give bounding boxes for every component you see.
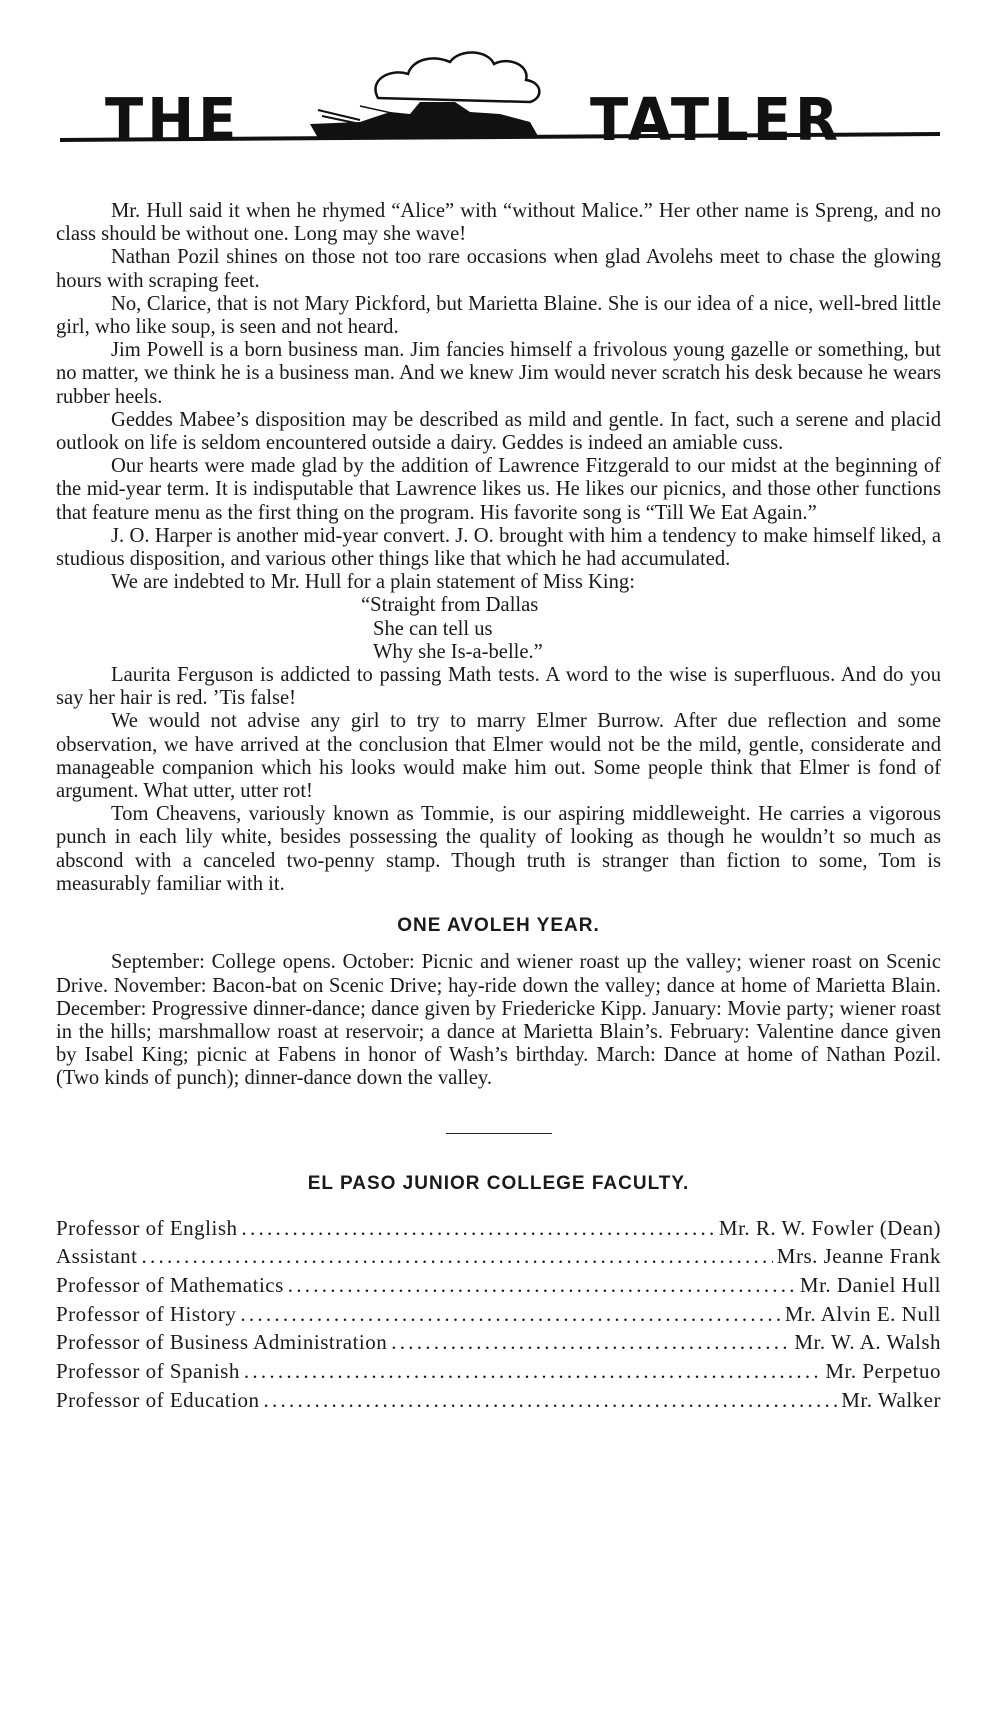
paragraph: We would not advise any girl to try to marry Elmer Burrow. After due reflection and some observation, we have arrived at the conclusion that Elmer would not be the mild, gentle, considerate and manageable companion which his looks would make him out. Some people think that Elmer is fond of argument. What utter, utter rot! (56, 710, 941, 803)
verse-line: Why she Is-a-belle.” (373, 640, 543, 663)
verse-line: “Straight from Dallas (361, 594, 539, 617)
faculty-role: Professor of Spanish (56, 1359, 240, 1384)
masthead-word-tatler: TATLER (590, 86, 843, 155)
section-title-faculty: EL PASO JUNIOR COLLEGE FACULTY. (307, 1172, 690, 1194)
leader-dots (142, 1245, 773, 1268)
faculty-row (56, 1303, 941, 1332)
paragraph: No, Clarice, that is not Mary Pickford, but Marietta Blaine. She is our idea of a nice, well-bred little girl, who like soup, is seen and not heard. (56, 292, 941, 339)
page-content (56, 200, 941, 1418)
section-title-avoleh-year: ONE AVOLEH YEAR. (397, 915, 600, 937)
faculty-name: Mrs. Jeanne Frank (776, 1244, 941, 1269)
faculty-role: Professor of English (56, 1215, 238, 1240)
paragraph: Tom Cheavens, variously known as Tommie, is our aspiring middleweight. He carries a vigorous punch in each lily white, besides possessing the quality of looking as though he wouldn’t so much as abscond with a canceled two-penny stamp. Though truth is stranger than fiction to some, Tom is measurably familiar with it. (56, 803, 941, 895)
leader-dots (240, 1303, 781, 1326)
faculty-name: Mr. Daniel Hull (799, 1273, 941, 1298)
faculty-row (56, 1389, 941, 1418)
faculty-name: Mr. Perpetuo (825, 1359, 941, 1384)
faculty-row (56, 1274, 941, 1303)
faculty-role: Professor of History (56, 1301, 237, 1326)
faculty-row (56, 1245, 941, 1274)
leader-dots (391, 1331, 790, 1354)
paragraph: Geddes Mabee’s disposition may be described as mild and gentle. In fact, such a serene and placid outlook on life is seldom encountered outside a dairy. Geddes is indeed an amiable cuss. (56, 408, 941, 455)
masthead-word-the: THE (105, 86, 241, 155)
leader-dots (263, 1389, 837, 1412)
paragraph: J. O. Harper is another mid-year convert. J. O. brought with him a tendency to make himself liked, a studious disposition, and various other things like that which he had accumulated. (56, 524, 941, 571)
faculty-list (56, 1217, 941, 1418)
divider (446, 1133, 552, 1134)
faculty-name: Mr. Alvin E. Null (784, 1301, 941, 1326)
faculty-role: Assistant (56, 1244, 138, 1269)
paragraph: Nathan Pozil shines on those not too rare occasions when glad Avolehs meet to chase the glowing hours with scraping feet. (56, 246, 941, 292)
leader-dots (242, 1217, 715, 1240)
faculty-row (56, 1360, 941, 1389)
paragraph: Our hearts were made glad by the addition of Lawrence Fitzgerald to our midst at the beginning of the mid-year term. It is indisputable that Lawrence likes us. He likes our picnics, and those other functions that feature menu as the first thing on the program. His favorite song is “Till We Eat Again.” (56, 455, 941, 524)
paragraph: Jim Powell is a born business man. Jim fancies himself a frivolous young gazelle or something, but no matter, we think he is a business man. And we knew Jim would never scratch his desk because he wears rubber heels. (56, 339, 941, 408)
year-calendar-paragraph: September: College opens. October: Picnic and wiener roast up the valley; wiener roast on Scenic Drive. November: Bacon-bat on Scenic Drive; hay-ride down the valley; dance at home of Marietta Blain. December: Progressive dinner-dance; dance given by Friedericke Kipp. January: Movie party; wiener roast in the hills; marshmallow roast at reservoir; a dance at Marietta Blain’s. February: Valentine dance given by Isabel King; picnic at Fabens in honor of Wash’s birthday. March: Dance at home of Nathan Pozil. (Two kinds of punch); dinner-dance down the valley. (56, 951, 941, 1090)
verse-line: She can tell us (373, 617, 493, 640)
paragraph: We are indebted to Mr. Hull for a plain statement of Miss King: (111, 571, 635, 594)
faculty-row (56, 1331, 941, 1360)
paragraph: Mr. Hull said it when he rhymed “Alice” with “without Malice.” Her other name is Spreng, and no class should be without one. Long may she wave! (56, 200, 941, 246)
faculty-role: Professor of Mathematics (56, 1273, 284, 1298)
faculty-row (56, 1217, 941, 1246)
masthead (60, 40, 940, 160)
faculty-name: Mr. W. A. Walsh (794, 1330, 941, 1355)
faculty-role: Professor of Education (56, 1387, 260, 1412)
verse (361, 594, 941, 664)
faculty-name: Mr. R. W. Fowler (Dean) (718, 1215, 941, 1240)
faculty-role: Professor of Business Administration (56, 1330, 388, 1355)
leader-dots (288, 1274, 796, 1297)
paragraph: Laurita Ferguson is addicted to passing Math tests. A word to the wise is superfluous. And do you say her hair is red. ’Tis false! (56, 664, 941, 710)
faculty-name: Mr. Walker (841, 1387, 941, 1412)
leader-dots (244, 1360, 822, 1383)
